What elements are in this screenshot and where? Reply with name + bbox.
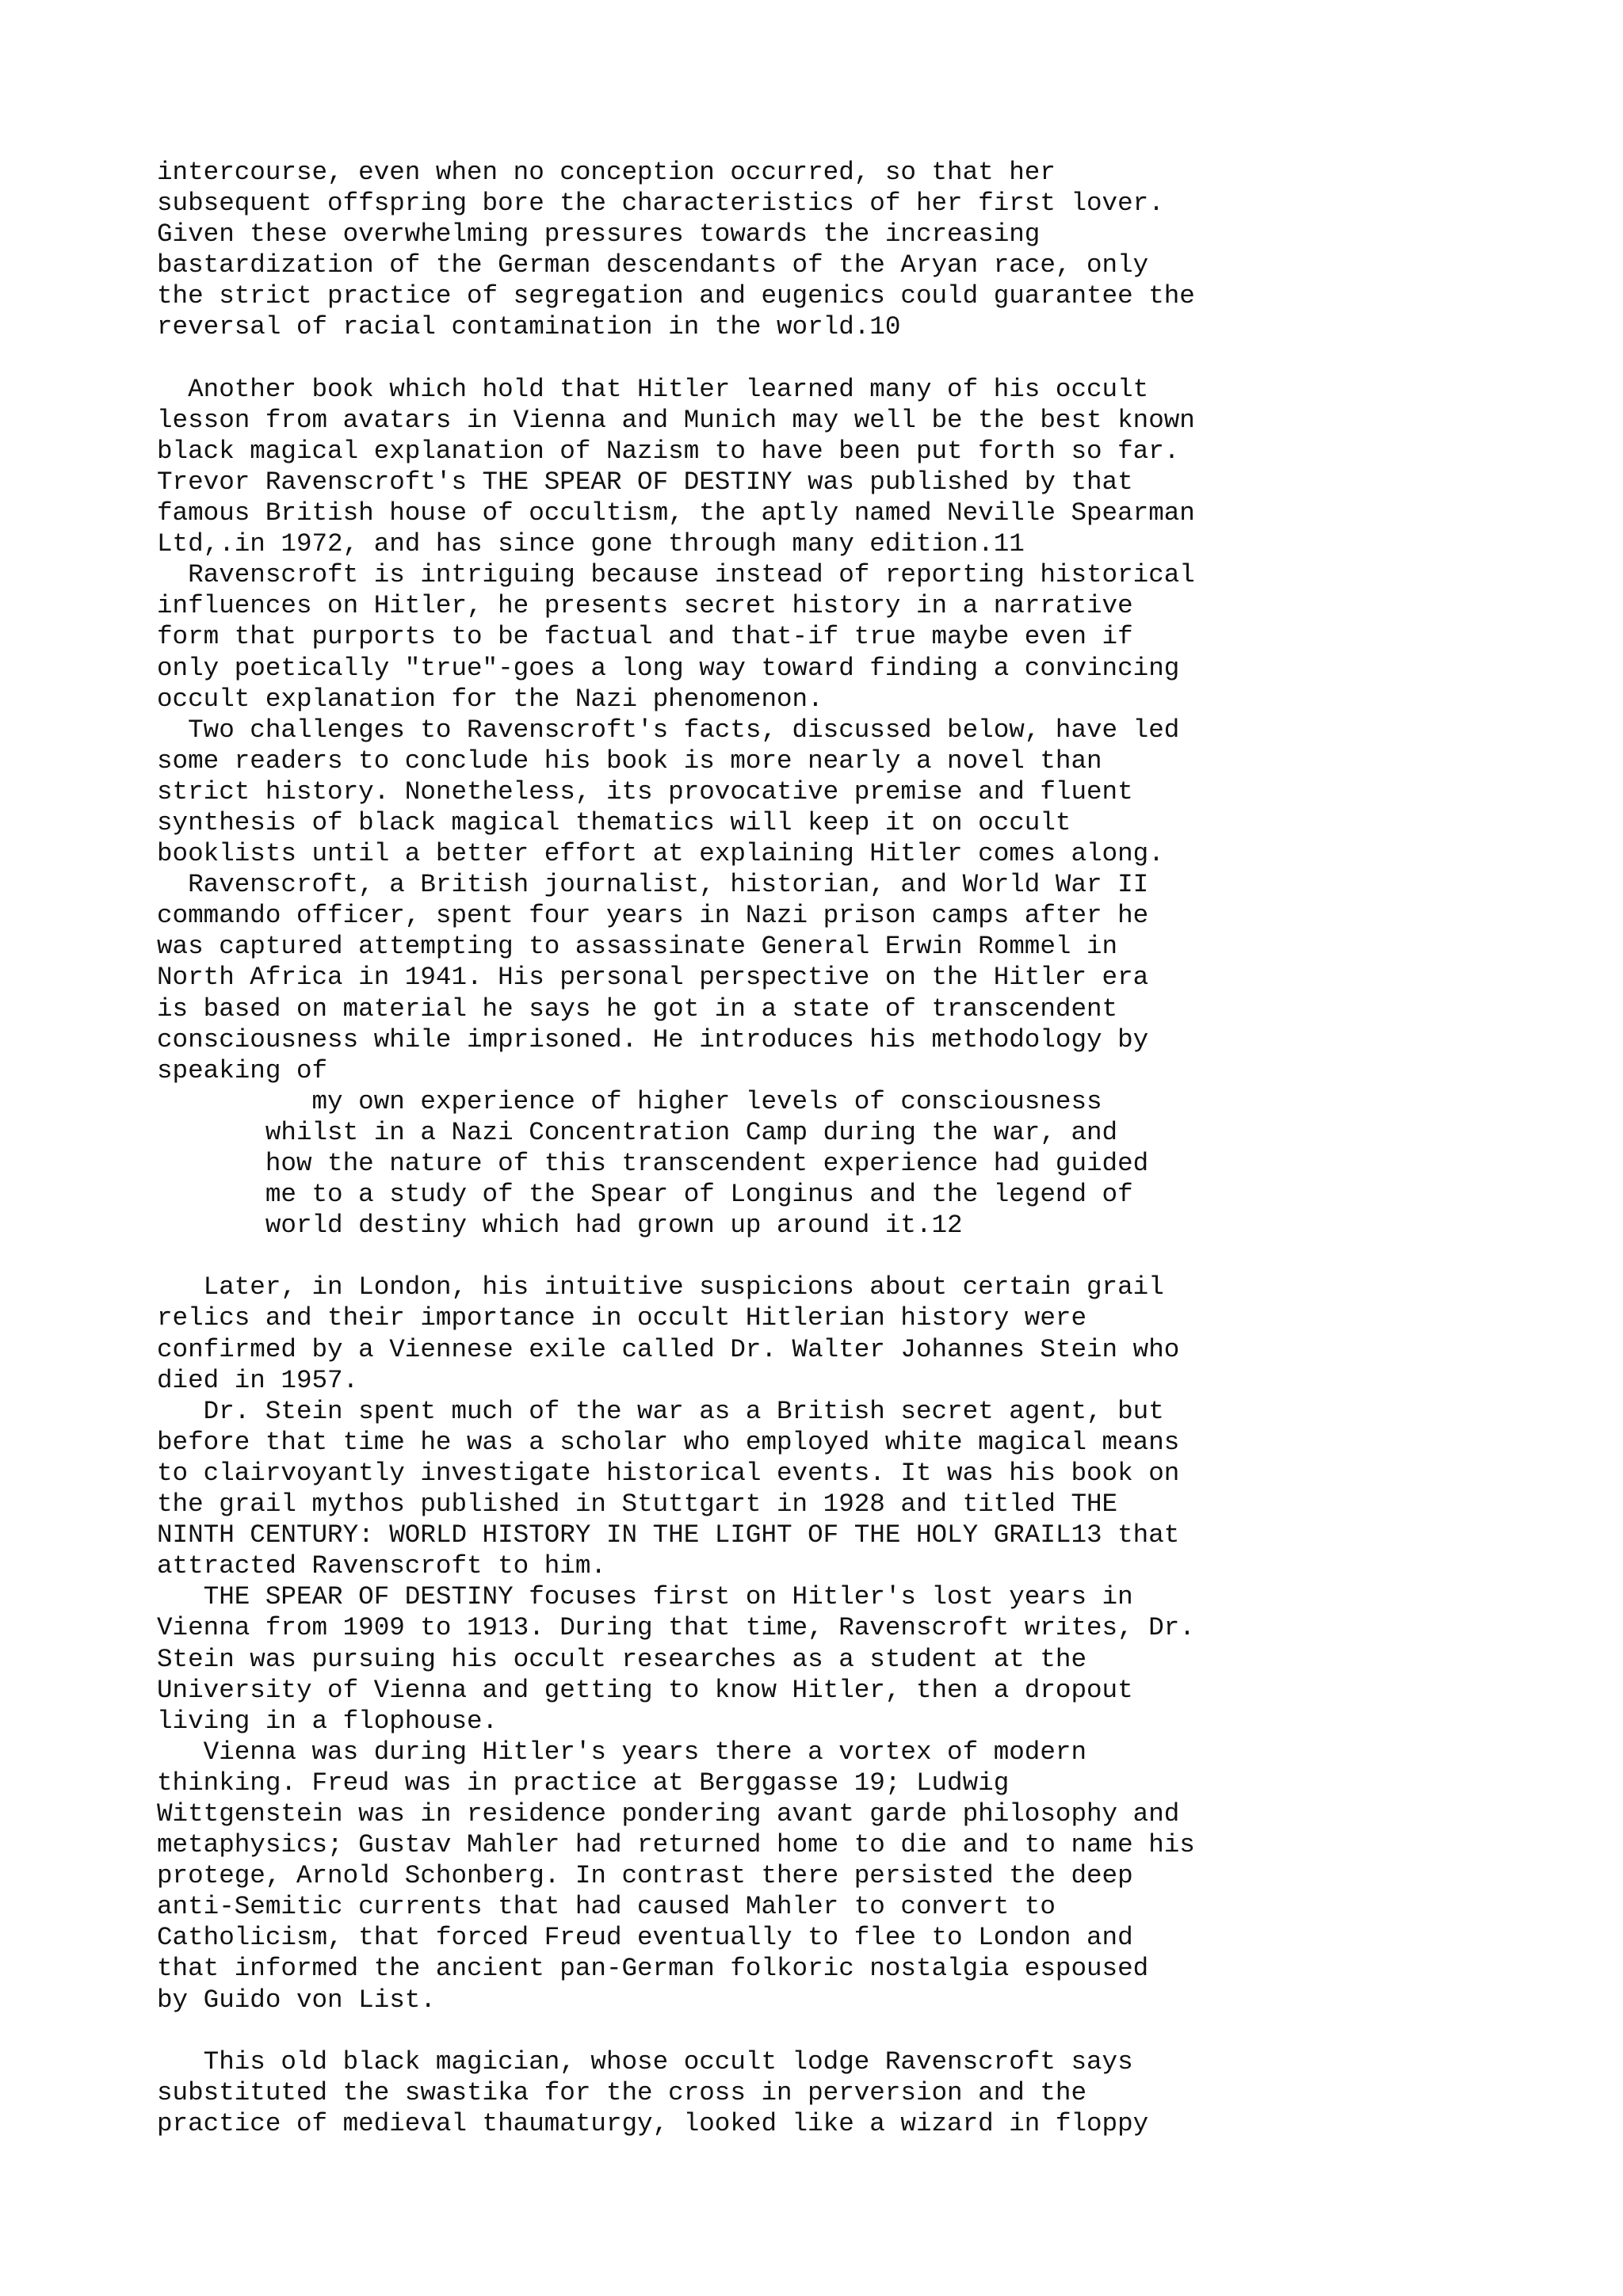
text-line: protege, Arnold Schonberg. In contrast there persisted the deep bbox=[157, 1861, 1133, 1891]
text-line: relics and their importance in occult Hitlerian history were bbox=[157, 1303, 1087, 1333]
text-line: by Guido von List. bbox=[157, 1985, 436, 2015]
text-line: Given these overwhelming pressures towards the increasing bbox=[157, 219, 1041, 250]
text-line: subsequent offspring bore the characteristics of her first lover. bbox=[157, 189, 1164, 219]
quote-line: whilst in a Nazi Concentration Camp during the war, and bbox=[157, 1117, 1118, 1147]
quote-line: me to a study of the Spear of Longinus and the legend of bbox=[157, 1180, 1133, 1210]
text-line: Trevor Ravenscroft's THE SPEAR OF DESTINY was published by that bbox=[157, 467, 1133, 497]
text-line bbox=[157, 2139, 1504, 2170]
text-line: thinking. Freud was in practice at Berggasse 19; Ludwig bbox=[157, 1768, 1010, 1798]
text-line: Wittgenstein was in residence pondering avant garde philosophy and bbox=[157, 1798, 1180, 1829]
text-line: that informed the ancient pan-German folkoric nostalgia espoused bbox=[157, 1954, 1149, 1984]
blank-line bbox=[157, 343, 1504, 374]
text-line: occult explanation for the Nazi phenomenon. bbox=[157, 684, 823, 714]
text-line: speaking of bbox=[157, 1055, 328, 1085]
text-line: the strict practice of segregation and eugenics could guarantee the bbox=[157, 281, 1195, 311]
text-line: was captured attempting to assassinate General Erwin Rommel in bbox=[157, 932, 1118, 962]
text-line: substituted the swastika for the cross in perversion and the bbox=[157, 2077, 1087, 2107]
text-line: THE SPEAR OF DESTINY focuses first on Hitler's lost years in bbox=[157, 1582, 1133, 1612]
text-line: bastardization of the German descendants of the Aryan race, only bbox=[157, 250, 1149, 280]
text-line: North Africa in 1941. His personal perspective on the Hitler era bbox=[157, 963, 1149, 993]
text-line: strict history. Nonetheless, its provocative premise and fluent bbox=[157, 776, 1133, 807]
text-line: consciousness while imprisoned. He introduces his methodology by bbox=[157, 1024, 1149, 1055]
text-line: Ltd,.in 1972, and has since gone through many edition.11 bbox=[157, 529, 1025, 559]
text-line: Dr. Stein spent much of the war as a British secret agent, but bbox=[157, 1396, 1164, 1426]
text-line: died in 1957. bbox=[157, 1365, 359, 1395]
text-line: NINTH CENTURY: WORLD HISTORY IN THE LIGHT OF THE HOLY GRAIL13 that bbox=[157, 1520, 1180, 1550]
text-line: reversal of racial contamination in the world.10 bbox=[157, 312, 901, 342]
text-line: confirmed by a Viennese exile called Dr. Walter Johannes Stein who bbox=[157, 1334, 1180, 1364]
text-line: metaphysics; Gustav Mahler had returned home to die and to name his bbox=[157, 1830, 1195, 1860]
text-line: Vienna from 1909 to 1913. During that time, Ravenscroft writes, Dr. bbox=[157, 1613, 1195, 1643]
text-line bbox=[157, 2016, 1504, 2046]
quote-line: world destiny which had grown up around it.12 bbox=[157, 1211, 963, 1241]
quote-line: my own experience of higher levels of consciousness bbox=[157, 1086, 1102, 1116]
quote-line: how the nature of this transcendent experience had guided bbox=[157, 1149, 1149, 1178]
text-line: to clairvoyantly investigate historical events. It was his book on bbox=[157, 1458, 1180, 1488]
text-line: Later, in London, his intuitive suspicions about certain grail bbox=[157, 1272, 1164, 1302]
blank-line: This old black magician, whose occult lodge Ravenscroft says bbox=[157, 2046, 1133, 2077]
text-line: Another book which hold that Hitler learned many of his occult bbox=[157, 374, 1149, 404]
text-line: some readers to conclude his book is more nearly a novel than bbox=[157, 746, 1102, 776]
text-line: practice of medieval thaumaturgy, looked like a wizard in floppy bbox=[157, 2108, 1149, 2138]
document-page bbox=[157, 157, 1504, 2170]
text-line: black magical explanation of Nazism to have been put forth so far. bbox=[157, 436, 1180, 466]
text-line: University of Vienna and getting to know Hitler, then a dropout bbox=[157, 1675, 1133, 1705]
text-line: influences on Hitler, he presents secret history in a narrative bbox=[157, 591, 1133, 621]
text-line: only poetically "true"-goes a long way toward finding a convincing bbox=[157, 653, 1180, 683]
text-line: Stein was pursuing his occult researches as a student at the bbox=[157, 1644, 1087, 1674]
text-line: commando officer, spent four years in Nazi prison camps after he bbox=[157, 901, 1149, 931]
text-line: booklists until a better effort at explaining Hitler comes along. bbox=[157, 839, 1164, 869]
text-line: Ravenscroft, a British journalist, historian, and World War II bbox=[157, 870, 1149, 900]
text-line: living in a flophouse. bbox=[157, 1706, 498, 1736]
text-line: Ravenscroft is intriguing because instead of reporting historical bbox=[157, 560, 1195, 590]
text-line: form that purports to be factual and that-if true maybe even if bbox=[157, 622, 1133, 652]
text-line: before that time he was a scholar who employed white magical means bbox=[157, 1427, 1180, 1457]
text-line: anti-Semitic currents that had caused Mahler to convert to bbox=[157, 1892, 1056, 1922]
text-line: the grail mythos published in Stuttgart in 1928 and titled THE bbox=[157, 1489, 1118, 1520]
blank-line bbox=[157, 1241, 1504, 1272]
text-line: intercourse, even when no conception occurred, so that her bbox=[157, 158, 1056, 187]
text-line: Catholicism, that forced Freud eventually to flee to London and bbox=[157, 1923, 1133, 1953]
text-line: is based on material he says he got in a state of transcendent bbox=[157, 994, 1118, 1024]
text-line: lesson from avatars in Vienna and Munich may well be the best known bbox=[157, 405, 1195, 435]
text-line: famous British house of occultism, the aptly named Neville Spearman bbox=[157, 498, 1195, 528]
text-line: Vienna was during Hitler's years there a vortex of modern bbox=[157, 1737, 1087, 1767]
text-line: attracted Ravenscroft to him. bbox=[157, 1551, 606, 1581]
text-line: Two challenges to Ravenscroft's facts, discussed below, have led bbox=[157, 715, 1180, 745]
text-line: synthesis of black magical thematics will keep it on occult bbox=[157, 807, 1071, 837]
